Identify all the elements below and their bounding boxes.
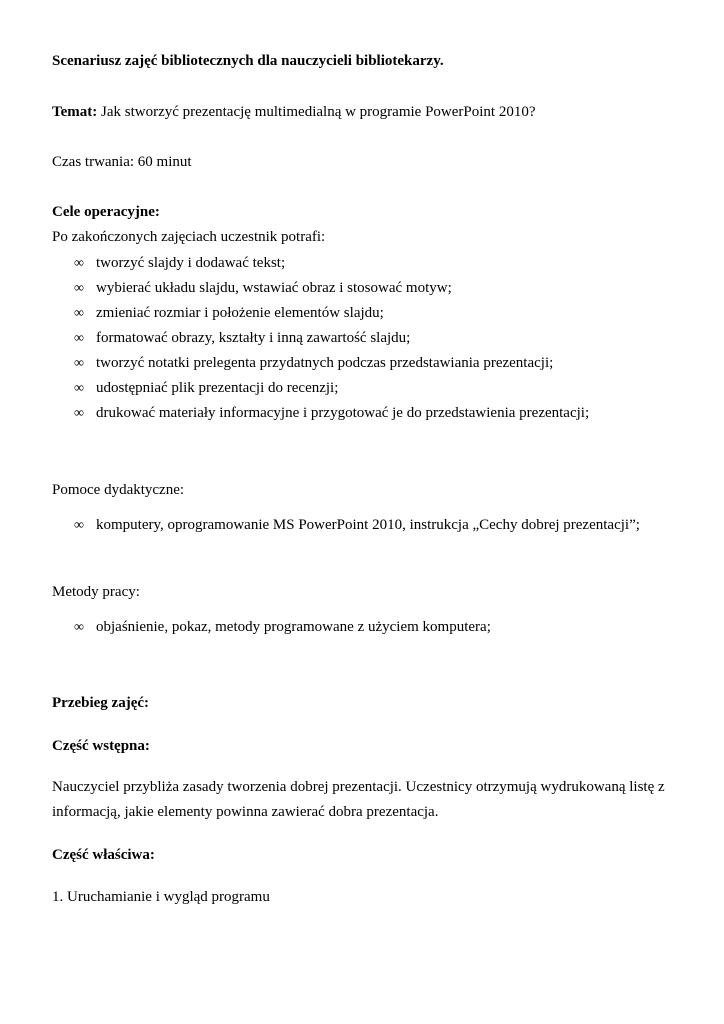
- intro-part-text-line1: Nauczyciel przybliża zasady tworzenia dobrej prezentacji. Uczestnicy otrzymują wydrukowaną listę z: [52, 779, 665, 795]
- aids-item: [74, 516, 640, 535]
- objective-text: tworzyć notatki prelegenta przydatnych podczas przedstawiania prezentacji;: [96, 355, 554, 371]
- topic-line: [52, 103, 535, 121]
- document-title: Scenariusz zajęć bibliotecznych dla nauczycieli bibliotekarzy.: [52, 53, 444, 69]
- duration-line: Czas trwania: 60 minut: [52, 154, 192, 170]
- methods-text: objaśnienie, pokaz, metody programowane z użyciem komputera;: [96, 619, 491, 635]
- objective-text: wybierać układu slajdu, wstawiać obraz i stosować motyw;: [96, 280, 452, 296]
- objective-text: drukować materiały informacyjne i przygotować je do przedstawienia prezentacji;: [96, 405, 590, 421]
- bullet-infinity-icon: ∞: [74, 306, 84, 321]
- topic-label: Temat:: [52, 104, 98, 120]
- bullet-infinity-icon: ∞: [74, 281, 84, 296]
- course-heading: Przebieg zajęć:: [52, 695, 150, 711]
- bullet-infinity-icon: ∞: [74, 518, 84, 533]
- aids-heading: Pomoce dydaktyczne:: [52, 482, 185, 498]
- objective-item: [74, 254, 285, 273]
- objective-item: [74, 354, 553, 373]
- objectives-intro: Po zakończonych zajęciach uczestnik potrafi:: [52, 229, 326, 245]
- main-part-item: 1. Uruchamianie i wygląd programu: [52, 889, 270, 905]
- methods-heading: Metody pracy:: [52, 584, 140, 600]
- bullet-infinity-icon: ∞: [74, 256, 84, 271]
- bullet-infinity-icon: ∞: [74, 620, 84, 635]
- objective-item: [74, 404, 589, 423]
- methods-item: [74, 618, 491, 637]
- bullet-infinity-icon: ∞: [74, 331, 84, 346]
- topic-value: Jak stworzyć prezentację multimedialną w programie PowerPoint 2010?: [101, 104, 536, 120]
- objective-text: zmieniać rozmiar i położenie elementów slajdu;: [96, 305, 384, 321]
- bullet-infinity-icon: ∞: [74, 406, 84, 421]
- objective-text: udostępniać plik prezentacji do recenzji;: [96, 380, 339, 396]
- objectives-heading: Cele operacyjne:: [52, 204, 160, 220]
- main-part-heading: Część właściwa:: [52, 847, 155, 863]
- objective-text: tworzyć slajdy i dodawać tekst;: [96, 255, 286, 271]
- intro-part-heading: Część wstępna:: [52, 738, 150, 754]
- objective-item: [74, 304, 384, 323]
- bullet-infinity-icon: ∞: [74, 381, 84, 396]
- objective-text: formatować obrazy, kształty i inną zawartość slajdu;: [96, 330, 411, 346]
- bullet-infinity-icon: ∞: [74, 356, 84, 371]
- objective-item: [74, 279, 452, 298]
- aids-text: komputery, oprogramowanie MS PowerPoint 2010, instrukcja „Cechy dobrej prezentacji”;: [96, 517, 640, 533]
- objective-item: [74, 379, 338, 398]
- objective-item: [74, 329, 410, 348]
- intro-part-text-line2: informacją, jakie elementy powinna zawierać dobra prezentacja.: [52, 804, 439, 820]
